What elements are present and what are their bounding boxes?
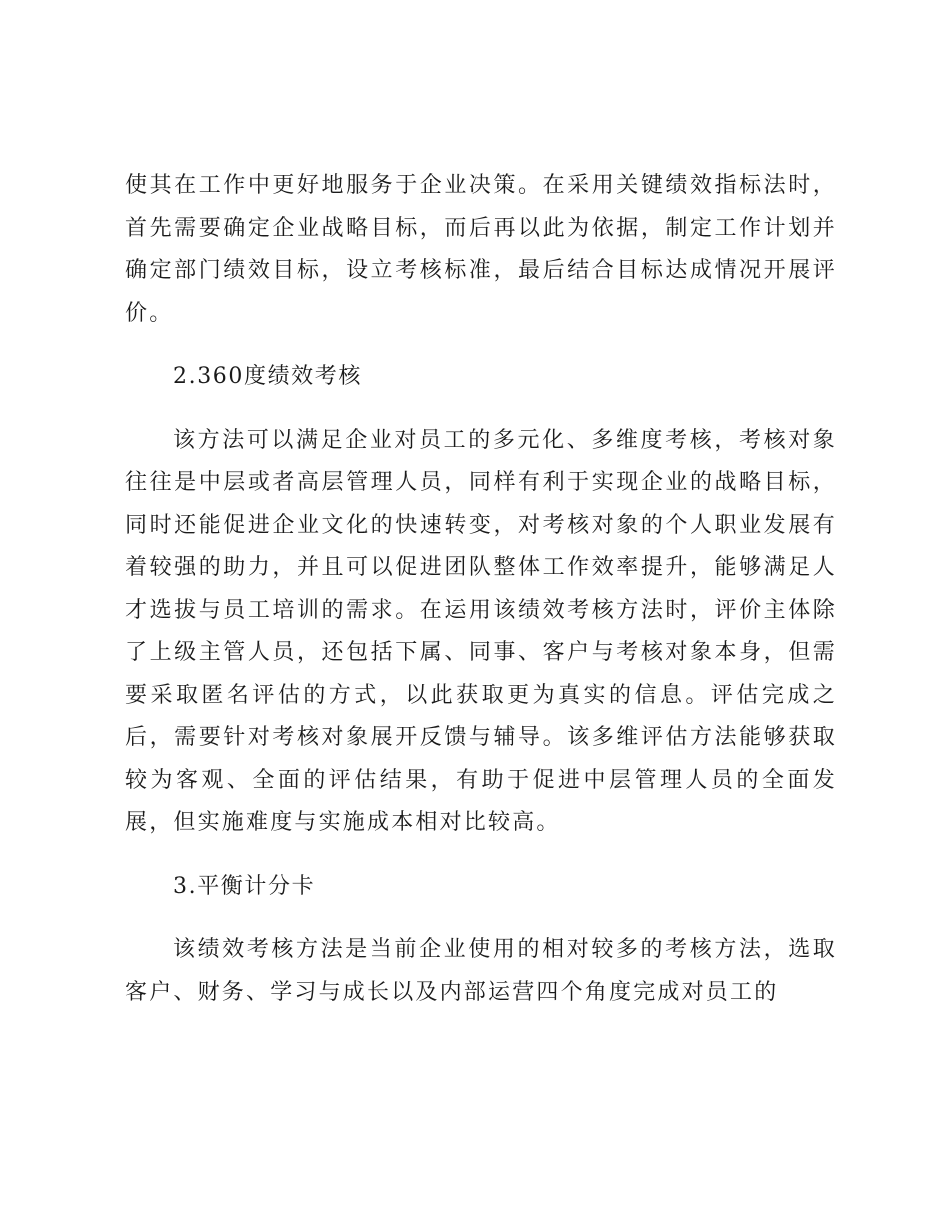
paragraph-gap <box>125 399 837 420</box>
paragraph-gap <box>125 845 837 866</box>
paragraph-gap <box>125 908 837 929</box>
body-paragraph-1: 使其在工作中更好地服务于企业决策。在采用关键绩效指标法时，首先需要确定企业战略目标，而后再以此为依据，制定工作计划并确定部门绩效目标，设立考核标准，最后结合目标达成情况开展评价。 <box>125 173 837 326</box>
document-body <box>125 165 837 1014</box>
body-paragraph-3: 该绩效考核方法是当前企业使用的相对较多的考核方法，选取客户、财务、学习与成长以及内部运营四个角度完成对员工的 <box>125 937 837 1005</box>
section-heading-balanced-scorecard: 3.平衡计分卡 <box>173 873 316 899</box>
paragraph-gap <box>125 335 837 356</box>
section-heading-360-appraisal: 2.360度绩效考核 <box>173 364 362 389</box>
body-paragraph-2: 该方法可以满足企业对员工的多元化、多维度考核，考核对象往往是中层或者高层管理人员，同样有利于实现企业的战略目标，同时还能促进企业文化的快速转变，对考核对象的个人职业发展有着较强的助力，并且可以促进团队整体工作效率提升，能够满足人才选拔与员工培训的需求。在运用该绩效考核方法时，评价主体除了上级主管人员，还包括下属、同事、客户与考核对象本身，但需要采取匿名评估的方式，以此获取更为真实的信息。评估完成之后，需要针对考核对象展开反馈与辅导。该多维评估方法能够获取较为客观、全面的评估结果，有助于促进中层管理人员的全面发展，但实施难度与实施成本相对比较高。 <box>125 427 837 835</box>
